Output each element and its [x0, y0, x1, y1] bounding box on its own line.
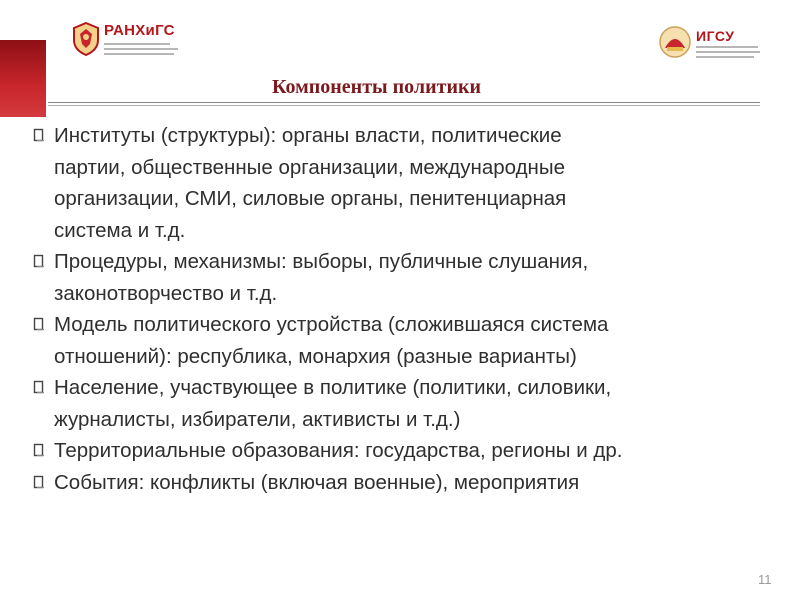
ranepa-logo-text: РАНХиГС [104, 22, 175, 39]
slide-title: Компоненты политики [272, 76, 482, 98]
bullet-line: Модель политического устройства (сложившаяся система [54, 313, 609, 336]
bullet-line: отношений): республика, монархия (разные варианты) [54, 344, 577, 368]
title-underline-secondary [48, 105, 760, 106]
bullet-list [33, 120, 795, 498]
bullet-line: журналисты, избиратели, активисты и т.д.) [54, 407, 461, 431]
bullet-item [33, 435, 795, 467]
page-number: 11 [758, 572, 772, 587]
bullet-line: Население, участвующее в политике (политики, силовики, [54, 376, 612, 399]
bullet-item [33, 372, 795, 435]
igsu-logo-text: ИГСУ [696, 28, 735, 44]
accent-bar [0, 40, 46, 117]
bullet-item [33, 120, 795, 246]
bullet-line: Территориальные образования: государства, регионы и др. [54, 439, 623, 462]
bullet-line: организации, СМИ, силовые органы, пенитенциарная [54, 187, 567, 210]
logo-caption-line [104, 48, 178, 50]
logo-caption-line [104, 43, 170, 45]
title-underline [48, 102, 760, 103]
bullet-line: Процедуры, механизмы: выборы, публичные слушания, [54, 250, 589, 273]
hollow-square-bullet-icon [33, 443, 45, 457]
hollow-square-bullet-icon [33, 380, 45, 394]
logo-caption-line [104, 53, 174, 55]
bullet-line: система и т.д. [54, 218, 186, 242]
bullet-line: законотворчество и т.д. [54, 281, 278, 305]
hollow-square-bullet-icon [33, 128, 45, 142]
bullet-line: партии, общественные организации, международные [54, 155, 566, 179]
bullet-item [33, 246, 795, 309]
logo-caption-line [696, 46, 758, 48]
bullet-item [33, 467, 795, 499]
logo-caption-line [696, 56, 754, 58]
bullet-line: Институты (структуры): органы власти, политические [54, 124, 562, 147]
bullet-line: События: конфликты (включая военные), мероприятия [54, 470, 580, 494]
igsu-emblem-icon [658, 26, 692, 58]
hollow-square-bullet-icon [33, 254, 45, 268]
logo-caption-line [696, 51, 760, 53]
hollow-square-bullet-icon [33, 475, 45, 489]
ranepa-emblem-icon [72, 22, 100, 56]
hollow-square-bullet-icon [33, 317, 45, 331]
bullet-item [33, 309, 795, 372]
